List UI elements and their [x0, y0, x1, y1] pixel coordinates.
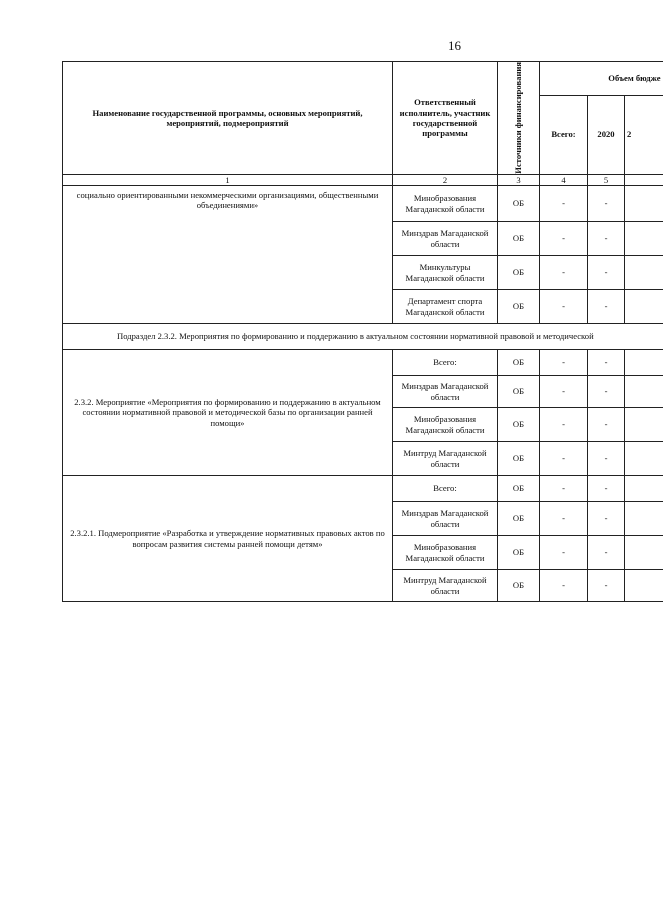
year-cell: - [588, 408, 625, 442]
year-cell: - [588, 570, 625, 602]
responsible-cell: Всего: [393, 350, 498, 376]
total-cell: - [540, 222, 588, 256]
source-cell: ОБ [498, 536, 540, 570]
year-cell: - [588, 350, 625, 376]
source-cell: ОБ [498, 570, 540, 602]
responsible-cell: Минтруд Магаданской области [393, 570, 498, 602]
col-number: 3 [498, 174, 540, 185]
source-cell: ОБ [498, 186, 540, 222]
responsible-cell: Департамент спорта Магаданской области [393, 290, 498, 324]
total-cell: - [540, 290, 588, 324]
col-number: 2 [393, 174, 498, 185]
header-name: Наименование государственной программы, основных мероприятий, мероприятий, подмероприятий [63, 62, 393, 175]
responsible-cell: Минздрав Магаданской области [393, 222, 498, 256]
responsible-cell: Минобразования Магаданской области [393, 536, 498, 570]
year-cell: - [588, 442, 625, 476]
table-row [63, 476, 663, 502]
header-responsible: Ответственный исполнитель, участник государственной программы [393, 62, 498, 175]
source-cell: ОБ [498, 290, 540, 324]
table-row [63, 350, 663, 376]
responsible-cell: Минздрав Магаданской области [393, 502, 498, 536]
col-number: 1 [63, 174, 393, 185]
header-volume: Объем бюдже [540, 62, 663, 96]
year-cell: - [588, 376, 625, 408]
year-cell: - [588, 222, 625, 256]
program-name: социально ориентированными некоммерческими организациями, общественными объединениями» [63, 186, 393, 324]
total-cell: - [540, 186, 588, 222]
col-number: 5 [588, 174, 625, 185]
page-number: 16 [448, 38, 461, 53]
total-cell: - [540, 442, 588, 476]
header-2020: 2020 [588, 95, 625, 174]
col-number: 4 [540, 174, 588, 185]
total-cell: - [540, 536, 588, 570]
year-cell: - [588, 502, 625, 536]
responsible-cell: Минздрав Магаданской области [393, 376, 498, 408]
source-cell: ОБ [498, 476, 540, 502]
responsible-cell: Минкультуры Магаданской области [393, 256, 498, 290]
table-row [63, 186, 663, 222]
total-cell: - [540, 256, 588, 290]
responsible-cell: Минтруд Магаданской области [393, 442, 498, 476]
submeasure-name: 2.3.2.1. Подмероприятие «Разработка и утверждение нормативных правовых актов по вопросам развития системы ранней помощи детям» [63, 476, 393, 602]
year-cell: - [588, 186, 625, 222]
responsible-cell: Минобразования Магаданской области [393, 408, 498, 442]
source-cell: ОБ [498, 350, 540, 376]
source-cell: ОБ [498, 442, 540, 476]
responsible-cell: Всего: [393, 476, 498, 502]
year-cell: - [588, 476, 625, 502]
total-cell: - [540, 502, 588, 536]
header-next-year: 2 [625, 95, 663, 174]
total-cell: - [540, 476, 588, 502]
source-cell: ОБ [498, 256, 540, 290]
source-cell: ОБ [498, 502, 540, 536]
source-cell: ОБ [498, 222, 540, 256]
source-cell: ОБ [498, 408, 540, 442]
year-cell: - [588, 290, 625, 324]
total-cell: - [540, 408, 588, 442]
total-cell: - [540, 376, 588, 408]
subsection-title: Подраздел 2.3.2. Мероприятия по формированию и поддержанию в актуальном состоянии нормативной правовой и методической [63, 324, 663, 350]
source-cell: ОБ [498, 376, 540, 408]
measure-name: 2.3.2. Мероприятие «Мероприятия по формированию и поддержанию в актуальном состоянии нормативной правовой и методической базы по организации ранней помощи» [63, 350, 393, 476]
responsible-cell: Минобразования Магаданской области [393, 186, 498, 222]
total-cell: - [540, 350, 588, 376]
total-cell: - [540, 570, 588, 602]
header-total: Всего: [540, 95, 588, 174]
year-cell: - [588, 536, 625, 570]
header-sources: Источники финансирования [498, 62, 540, 175]
budget-table [62, 61, 663, 602]
year-cell: - [588, 256, 625, 290]
